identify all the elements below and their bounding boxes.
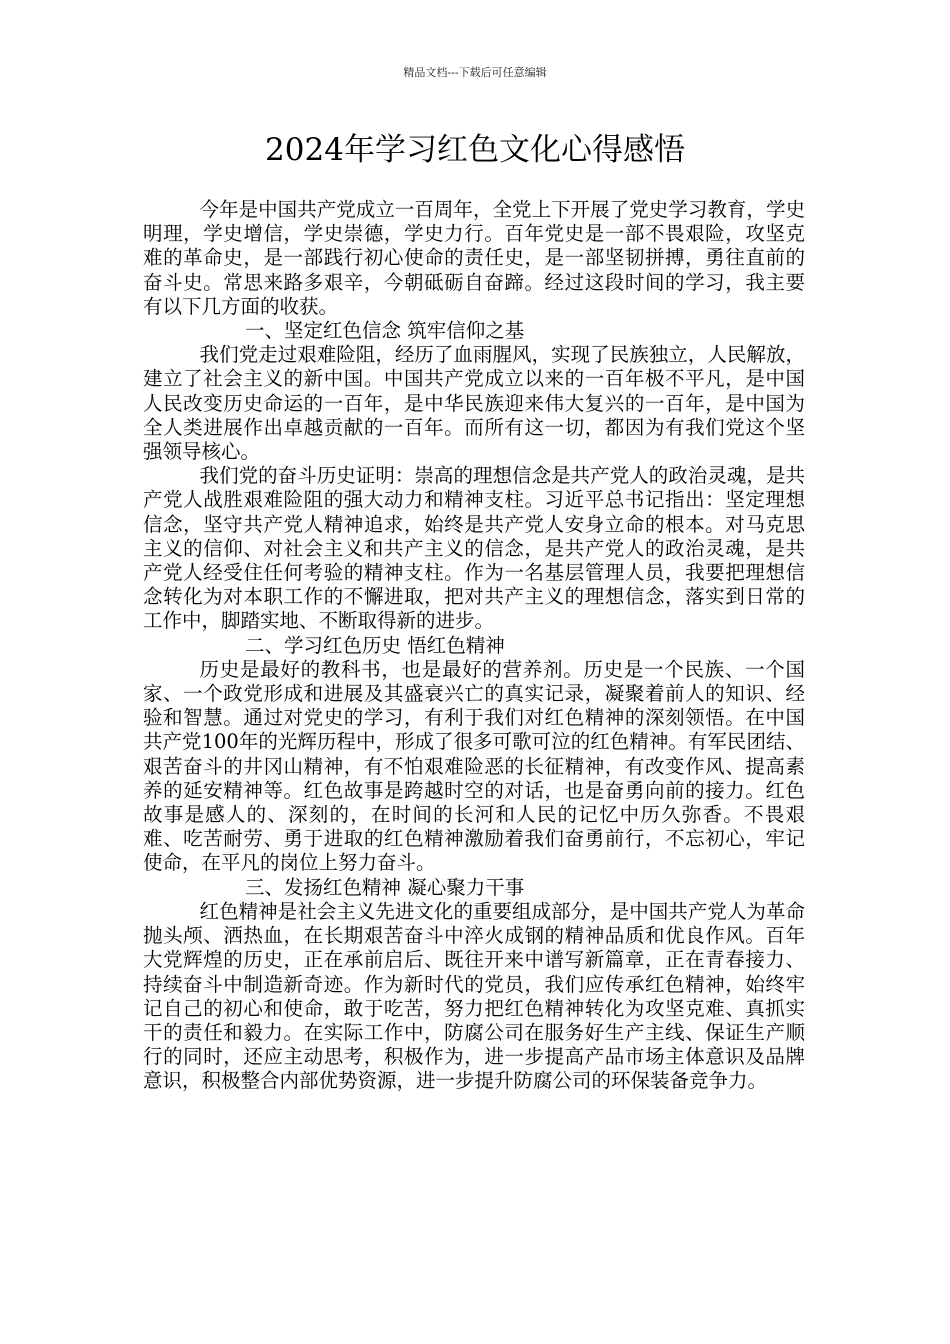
- intro-paragraph: 今年是中国共产党成立一百周年，全党上下开展了党史学习教育，学史明理，学史增信，学史崇德，学史力行。百年党史是一部不畏艰险，攻坚克难的革命史，是一部践行初心使命的责任史，是一部坚韧拼搏，勇往直前的奋斗史。常思来路多艰辛，今朝砥砺自奋蹄。经过这段时间的学习，我主要有以下几方面的收获。: [143, 198, 805, 318]
- section-3-heading: 三、发扬红色精神 凝心聚力干事: [245, 875, 525, 899]
- document-title: 2024年学习红色文化心得感悟: [265, 132, 685, 168]
- section-1-heading: 一、坚定红色信念 筑牢信仰之基: [245, 319, 525, 343]
- section-2-paragraph-1: 历史是最好的教科书，也是最好的营养剂。历史是一个民族、一个国家、一个政党形成和进展及其盛衰兴亡的真实记录，凝聚着前人的知识、经验和智慧。通过对党史的学习，有利于我们对红色精神的深刻领悟。在中国共产党100年的光辉历程中，形成了很多可歌可泣的红色精神。有军民团结、艰苦奋斗的井冈山精神，有不怕艰难险恶的长征精神，有改变作风、提高素养的延安精神等。红色故事是跨越时空的对话，也是奋勇向前的接力。红色故事是感人的、深刻的，在时间的长河和人民的记忆中历久弥香。不畏艰难、吃苦耐劳、勇于进取的红色精神激励着我们奋勇前行，不忘初心，牢记使命，在平凡的岗位上努力奋斗。: [143, 657, 805, 875]
- section-1-paragraph-2: 我们党的奋斗历史证明：崇高的理想信念是共产党人的政治灵魂，是共产党人战胜艰难险阻的强大动力和精神支柱。习近平总书记指出：坚定理想信念，坚守共产党人精神追求，始终是共产党人安身立命的根本。对马克思主义的信仰、对社会主义和共产主义的信念，是共产党人的政治灵魂，是共产党人经受住任何考验的精神支柱。作为一名基层管理人员，我要把理想信念转化为对本职工作的不懈进取，把对共产主义的理想信念，落实到日常的工作中，脚踏实地、不断取得新的进步。: [143, 464, 805, 633]
- section-3-paragraph-1: 红色精神是社会主义先进文化的重要组成部分，是中国共产党人为革命抛头颅、洒热血，在长期艰苦奋斗中淬火成钢的精神品质和优良作风。百年大党辉煌的历史，正在承前启后、既往开来中谱写新篇章，正在青春接力、持续奋斗中制造新奇迹。作为新时代的党员，我们应传承红色精神，始终牢记自己的初心和使命，敢于吃苦，努力把红色精神转化为攻坚克难、真抓实干的责任和毅力。在实际工作中，防腐公司在服务好生产主线、保证生产顺行的同时，还应主动思考，积极作为，进一步提高产品市场主体意识及品牌意识，积极整合内部优势资源，进一步提升防腐公司的环保装备竞争力。: [143, 899, 805, 1093]
- document-body: [143, 198, 805, 1094]
- section-1-paragraph-1: 我们党走过艰难险阻，经历了血雨腥风，实现了民族独立，人民解放，建立了社会主义的新中国。中国共产党成立以来的一百年极不平凡，是中国人民改变历史命运的一百年，是中华民族迎来伟大复兴的一百年，是中国为全人类进展作出卓越贡献的一百年。而所有这一切，都因为有我们党这个坚强领导核心。: [143, 343, 805, 464]
- section-2-heading: 二、学习红色历史 悟红色精神: [245, 633, 505, 657]
- header-note: 精品文档---下载后可任意编辑: [403, 66, 547, 79]
